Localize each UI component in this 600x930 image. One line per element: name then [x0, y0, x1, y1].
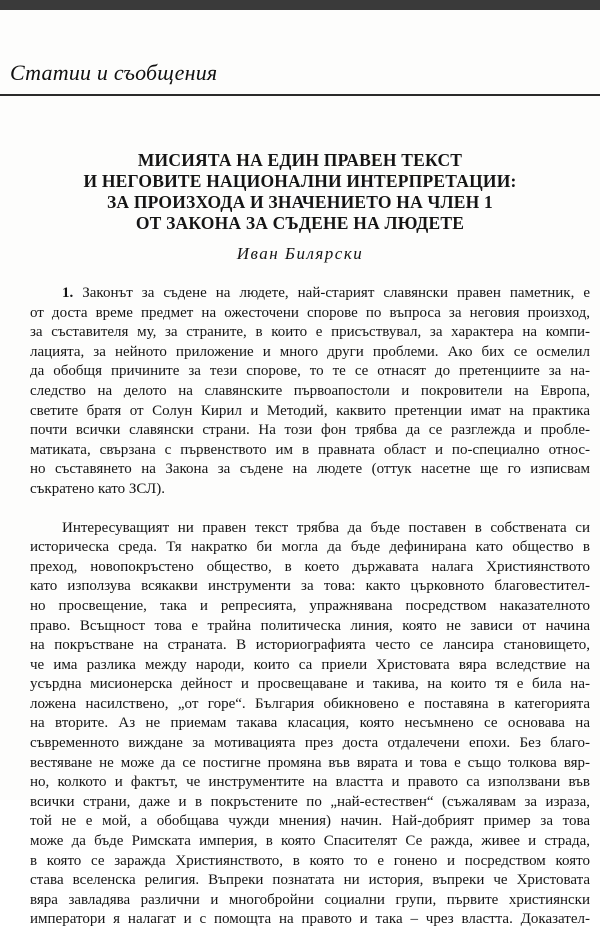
text-line: право. Всъщност това е трайна политическа линия, която не зависи от начина	[30, 617, 590, 634]
text-line: за съставителя му, за страните, в които е присъствувал, за характера на компи-	[30, 324, 590, 341]
text-line: лацията, за нейното приложение и много други проблеми. Ако бих се осмелил	[30, 343, 590, 360]
text-line: на вторите. Аз не приемам такава класация, която несъмнено се основава на	[30, 715, 590, 732]
title-line: И НЕГОВИТЕ НАЦИОНАЛНИ ИНТЕРПРЕТАЦИИ:	[83, 171, 517, 191]
text-line: усърдна мисионерска дейност и просвещаване и такива, на които тя е била на-	[30, 676, 590, 693]
text-line: на покръстване на страната. В историографията често се лансира становището,	[30, 637, 590, 654]
paragraph-spacer	[30, 500, 590, 519]
section-header	[0, 60, 600, 96]
title-line: ОТ ЗАКОНА ЗА СЪДЕНЕ НА ЛЮДЕТЕ	[135, 213, 465, 233]
text-line: преход, новопокръстено общество, в което държавата налага Християнството	[30, 558, 590, 575]
section-title: Статии и съобщения	[10, 60, 218, 85]
text-line: императори я налагат и с помощта на правото и така – чрез властта. Доказател-	[30, 911, 590, 928]
article-title	[30, 150, 570, 234]
paragraph-number: 1.	[62, 285, 74, 301]
text-line: той не е мой, а обобщава чужди мнения) начин. Най-добрият пример за това	[30, 813, 590, 830]
text-line: като използува всякакви инструменти за това: както църковното благовестител-	[30, 578, 590, 595]
text-line: матиката, свързана с първенството им в правната област и по-специално относ-	[30, 441, 590, 458]
text-line	[30, 284, 590, 304]
text-line: но просвещение, така и репресията, упражнявана посредством наказателното	[30, 597, 590, 614]
text-line: става вселенска религия. Въпреки познатата ни история, въпреки че Христовата	[30, 872, 590, 889]
paragraph-1	[30, 284, 590, 500]
text-line: съвременното виждане за мотивацията през доста отдалечени епохи. Без благо-	[30, 735, 590, 752]
top-border	[0, 0, 600, 10]
text-line: Интересуващият ни правен текст трябва да бъде поставен в собствената си	[62, 519, 590, 536]
author-name: Иван Билярски	[236, 244, 364, 263]
article-body	[30, 284, 590, 930]
text-line-content: Законът за съдене на людете, най-старият славянски правен паметник, е	[73, 285, 590, 301]
text-line: почти всички славянски страни. На този фон трябва да се разглежда и пробле-	[30, 422, 590, 439]
text-line: светите братя от Солун Кирил и Методий, каквито претенции имат на практика	[30, 402, 590, 419]
title-line: МИСИЯТА НА ЕДИН ПРАВЕН ТЕКСТ	[137, 150, 463, 170]
text-line: от доста време предмет на ожесточени спорове по въпроса за неговия произход,	[30, 304, 590, 321]
text-line: да обобщя причините за тези спорове, то те се отнасят до претенциите за на-	[30, 363, 590, 380]
text-line: следство на делото на славянските първоапостоли и покровители на Европа,	[30, 382, 590, 399]
section-divider	[0, 94, 600, 96]
text-line: вестяване не може да се постигне промяна във вярата и това е също толкова вяр-	[30, 754, 590, 771]
text-line: историческа среда. Тя накратко би могла да бъде дефинирана като общество в	[30, 539, 590, 556]
text-line: може да бъде Римската империя, в която Спасителят Се ражда, живее и страда,	[30, 833, 590, 850]
paragraph-2	[30, 519, 590, 930]
text-line: но съставянето на Закона за съдене на людете (оттук насетне ще го изписвам	[30, 461, 590, 478]
text-line: в която се заражда Християнството, в която то е гонено и посредством която	[30, 852, 590, 869]
title-line: ЗА ПРОИЗХОДА И ЗНАЧЕНИЕТО НА ЧЛЕН 1	[106, 192, 494, 212]
text-line: вяра завладява различни и многобройни социални групи, първите християнски	[30, 891, 590, 908]
text-line: че има разлика между народи, които са приели Христовата вяра вследствие на	[30, 656, 590, 673]
text-line: но, колкото и фактът, че инструментите на властта и правото са използвани във	[30, 774, 590, 791]
text-line: всички страни, даже и в покръстените по „най-естествен“ (съжалявам за израза,	[30, 793, 590, 810]
text-line: ложена насилствено, „от горе“. България обикновено е поставяна в категорията	[30, 695, 590, 712]
text-line: съкратено като ЗСЛ).	[30, 480, 165, 497]
